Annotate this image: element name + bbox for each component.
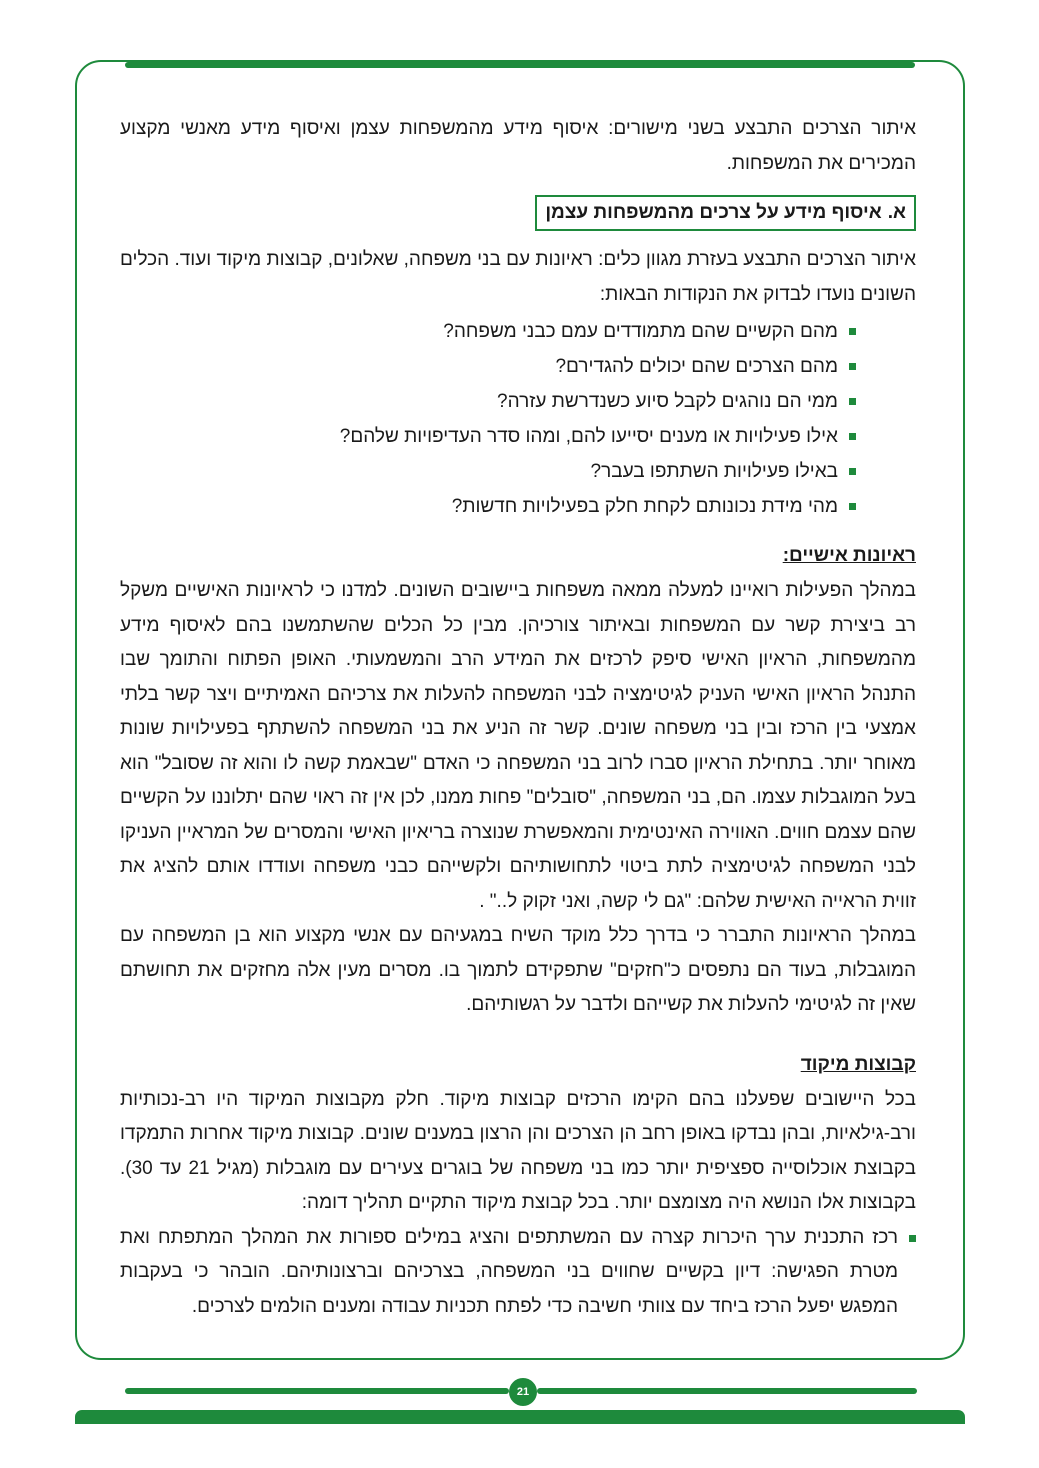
bullet-icon — [849, 468, 856, 475]
bullet-icon — [849, 433, 856, 440]
bullet-icon — [849, 328, 856, 335]
bullet-icon — [849, 398, 856, 405]
section-a-heading — [535, 195, 916, 231]
focus-groups-bullet — [120, 1221, 916, 1325]
list-item: מהם הקשיים שהם מתמודדים עמם כבני משפחה? — [120, 314, 856, 349]
bullet-icon — [849, 363, 856, 370]
section-a-title: איסוף מידע על צרכים מהמשפחות עצמן — [545, 202, 882, 223]
interviews-heading: ראיונות אישיים: — [782, 545, 916, 566]
focus-groups-paragraph: בכל היישובים שפעלנו בהם הקימו הרכזים קבוצות מיקוד. חלק מקבוצות המיקוד היו רב-נכותיות ורב-גילאיות, ובהן נבדקו באופן רחב הן הצרכים והן הרצון במענים שונים. קבוצות מיקוד אחרות התמקדו בקבוצת אוכלוסייה ספציפית יותר כמו בני משפחה של בוגרים צעירים עם מוגבלות (מגיל 21 עד 30). בקבוצות אלו הנושא היה מצומצם יותר. בכל קבוצת מיקוד התקיים תהליך דומה: — [120, 1088, 916, 1213]
bullet-icon — [849, 503, 856, 510]
page-number: 21 — [509, 1378, 537, 1406]
list-item: אילו פעילויות או מענים יסייעו להם, ומהו סדר העדיפויות שלהם? — [120, 419, 856, 454]
tools-paragraph: איתור הצרכים התבצע בעזרת מגוון כלים: ראיונות עם בני משפחה, שאלונים, קבוצות מיקוד ועוד. הכלים השונים נועדו לבדוק את הנקודות הבאות: — [120, 249, 916, 305]
list-item: מהי מידת נכונותם לקחת חלק בפעילויות חדשות? — [120, 489, 856, 524]
focus-groups-heading: קבוצות מיקוד — [800, 1053, 916, 1075]
list-item: באילו פעילויות השתתפו בעבר? — [120, 454, 856, 489]
section-a-heading-wrap — [120, 195, 916, 231]
page-content — [120, 112, 916, 1324]
focus-groups-bullet-text: רכז התכנית ערך היכרות קצרה עם המשתתפים והציג במילים ספורות את המהלך המתפתח ואת מטרת הפגישה: דיון בקשיים שחווים בני המשפחה, בצרכיהם וברצונותיהם. הובהר כי בעקבות המפגש יפעל הרכז ביחד עם צוותי חשיבה כדי לפתח תכניות עבודה ומענים הולמים לצרכים. — [120, 1226, 898, 1317]
list-item: מהם הצרכים שהם יכולים להגדירם? — [120, 349, 856, 384]
interviews-paragraph-1: במהלך הפעילות רואיינו למעלה ממאה משפחות ביישובים השונים. למדנו כי לראיונות האישיים משקל רב ביצירת קשר עם המשפחות ובאיתור צורכיהן. מבין כל הכלים שהשתמשנו בהם לאיסוף מידע מהמשפחות, הראיון האישי סיפק לרכזים את המידע הרב והמשמעותי. האופן הפתוח והתומך שבו התנהל הראיון האישי העניק לגיטימציה לבני המשפחה להעלות את צרכיהם האמיתיים ויצר קשר בלתי אמצעי בין הרכז ובין בני משפחה שונים. קשר זה הניע את בני המשפחה להשתתף בפעילויות שונות מאוחר יותר. בתחילת הראיון סברו לרוב בני המשפחה כי האדם "שבאמת קשה לו והוא זה שסובל" הוא בעל המוגבלות עצמו. הם, בני המשפחה, "סובלים" פחות ממנו, לכן אין זה ראוי שהם יתלוננו על הקשיים שהם עצמם חווים. האווירה האינטימית והמאפשרת שנוצרה בריאיון האישי והמסרים של המראיין העניקו לבני המשפחה לגיטימציה לתת ביטוי לתחושותיהם ולקשייהם כבני משפחה ועודדו אותם להציג את זווית הראייה האישית שלהם: "גם לי קשה, ואני זקוק ל.." . — [120, 580, 916, 912]
footer-rule-right — [537, 1388, 917, 1394]
footer-rule-left — [125, 1388, 509, 1394]
interviews-paragraph-2: במהלך הראיונות התברר כי בדרך כלל מוקד השיח במגעיהם עם אנשי מקצוע הוא בן המשפחה עם המוגבלות, בעוד הם נתפסים כ"חזקים" שתפקידם לתמוך בו. מסרים מעין אלה מחזקים את תחושתם שאין זה לגיטימי להעלות את קשייהם ולדבר על רגשותיהם. — [120, 925, 916, 1015]
intro-paragraph: איתור הצרכים התבצע בשני מישורים: איסוף מידע מהמשפחות עצמן ואיסוף מידע מאנשי מקצוע המכירים את המשפחות. — [120, 118, 916, 174]
list-item: ממי הם נוהגים לקבל סיוע כשנדרשת עזרה? — [120, 384, 856, 419]
section-a-letter: א. — [887, 202, 906, 223]
questions-list — [120, 314, 916, 524]
bottom-bar — [75, 1410, 965, 1424]
top-rule — [125, 62, 915, 68]
bullet-icon — [909, 1235, 916, 1242]
